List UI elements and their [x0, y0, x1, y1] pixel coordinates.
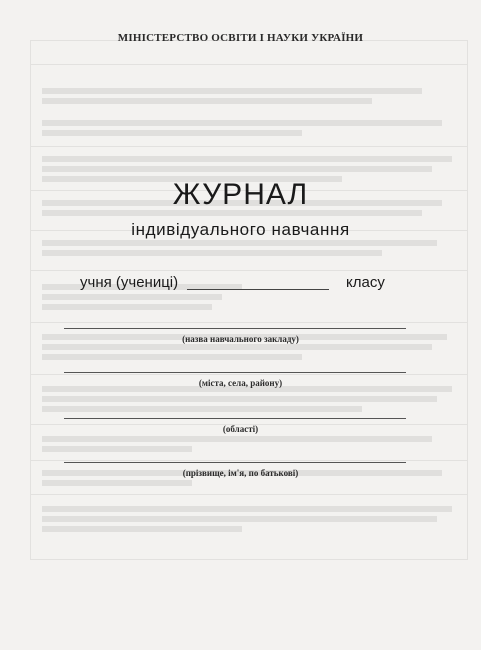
region-blank[interactable]: [64, 418, 406, 419]
full-name-caption: (прізвище, ім'я, по батькові): [182, 468, 299, 478]
student-label: учня (учениці): [80, 274, 179, 291]
student-class-blank[interactable]: [187, 289, 329, 290]
student-class-row: [0, 272, 481, 296]
school-name-caption: (назва навчального закладу): [182, 334, 299, 344]
ministry-heading: МІНІСТЕРСТВО ОСВІТИ І НАУКИ УКРАЇНИ: [117, 32, 364, 44]
full-name-blank[interactable]: [64, 462, 406, 463]
school-name-blank[interactable]: [64, 328, 406, 329]
class-label: класу: [346, 274, 385, 291]
reverse-side-bleed-through: [30, 40, 468, 560]
journal-subtitle: індивідуального навчання: [131, 220, 350, 239]
journal-title: ЖУРНАЛ: [172, 178, 309, 211]
city-district-blank[interactable]: [64, 372, 406, 373]
city-district-caption: (міста, села, району): [198, 378, 283, 388]
region-caption: (області): [222, 424, 259, 434]
